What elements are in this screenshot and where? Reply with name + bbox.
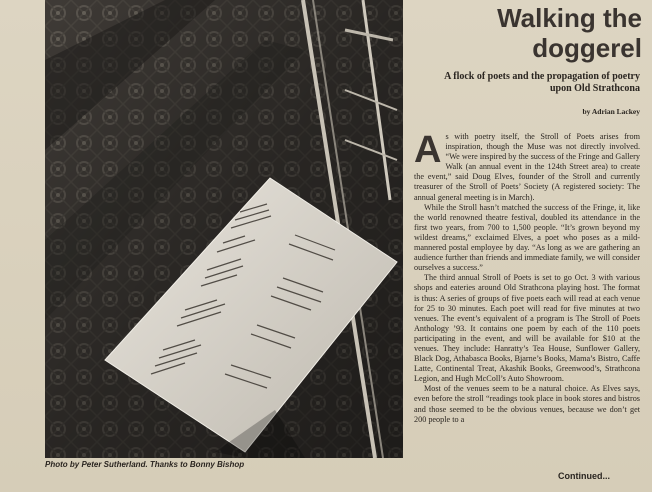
deck: A flock of poets and the propagation of poetry upon Old Strathcona: [444, 71, 640, 94]
byline: by Adrian Lackey: [582, 107, 640, 116]
paragraph-text: s with poetry itself, the Stroll of Poets arises from inspiration, though the Muse was not directly involved. “We were inspired by the success of the Fringe and Gallery Walk (an annual event in the 124th Street area) to create the event,” said Doug Elves, founder of the Stroll and currently treasurer of the Stroll of Poets’ Society (A registered society: The annual general meeting is in March).: [414, 132, 640, 202]
paragraph: The third annual Stroll of Poets is set to go Oct. 3 with various shops and eateries around Old Strathcona playing host. The format is thus: A series of groups of five poets each will read at each venue for 25 to 30 minutes. Each poet will read for five minutes at two venues. The event’s equivalent of a program is The Stroll of Poets Anthology ’93. It contains one poem by each of the 110 poets participating in the event, and will be available for $10 at the venues. They include: Hanratty’s Tea House, Sunflower Gallery, Black Dog, Athabasca Books, Bjarne’s Books, Mama’s Bistro, Caffe Latte, Continental Treat, Akashik Books, Greenwood’s, Strathcona Legion, and Hugh McColl’s Auto Showroom.: [414, 273, 640, 384]
headline-line-2: doggerel: [532, 33, 642, 63]
paragraph: Most of the venues seem to be a natural choice. As Elves says, even before the stroll “readings took place in book stores and bistros and those seemed to be the obvious venues, because we don’t get 200 people to a: [414, 384, 640, 424]
article-body: [414, 129, 646, 425]
drop-cap: A: [414, 129, 442, 171]
article-photo: [45, 0, 403, 458]
headline-line-1: Walking the: [497, 3, 642, 33]
headline: [414, 3, 646, 63]
photo-caption: Photo by Peter Sutherland. Thanks to Bonny Bishop: [45, 460, 245, 469]
paragraph: While the Stroll hasn’t matched the success of the Fringe, it, like the world renowned theatre festival, doubled its attendance in the first two years, from 700 to 1,500 people. “It’s grown beyond my wildest dreams,” exclaimed Elves, a poet who poses as a mild-mannered postal employee by day. “As long as we are gathering an audience further than friends and immediate family, we will consider ourselves a success.”: [414, 202, 640, 273]
paragraph: [414, 129, 640, 203]
continued-label: Continued...: [558, 471, 610, 481]
article-column: [414, 0, 646, 425]
